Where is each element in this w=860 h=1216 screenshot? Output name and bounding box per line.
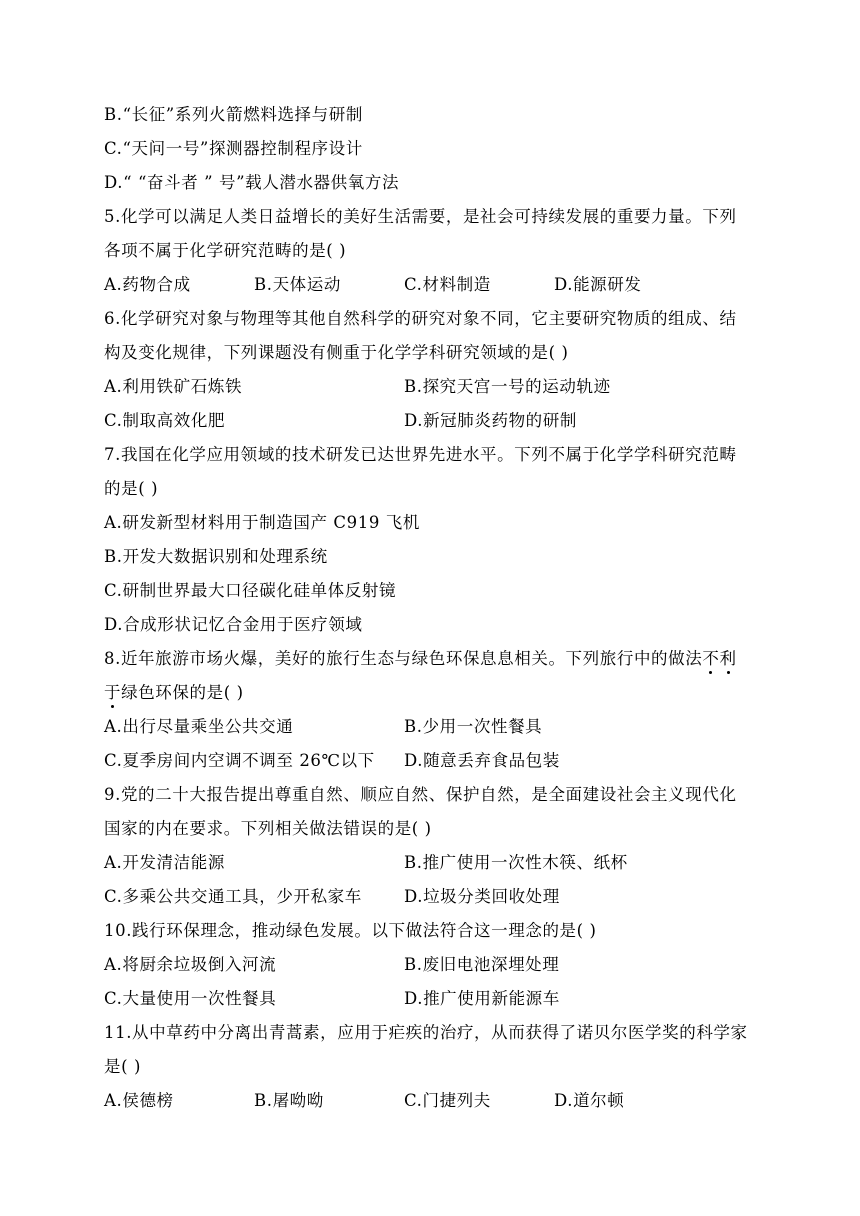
q10-option-b: B.废旧电池深埋处理 [404, 955, 560, 974]
q5-option-d: D.能源研发 [554, 275, 642, 294]
q7-stem-line1: 7.我国在化学应用领域的技术研发已达世界先进水平。下列不属于化学学科研究范畴 [104, 445, 737, 464]
q4-option-d: D.“ “奋斗者 ” 号”载人潜水器供氧方法 [104, 173, 400, 192]
q11-option-b: B.屠呦呦 [254, 1091, 324, 1110]
q9-option-a: A.开发清洁能源 [104, 853, 225, 872]
q10-option-d: D.推广使用新能源车 [404, 989, 560, 1008]
q8-option-d: D.随意丢弃食品包装 [404, 751, 560, 770]
q7-option-d: D.合成形状记忆合金用于医疗领域 [104, 615, 363, 634]
q5-option-a: A.药物合成 [104, 275, 191, 294]
q5-option-b: B.天体运动 [254, 275, 341, 294]
q8-stem-line2 [104, 682, 764, 704]
q4-option-b: B.“长征”系列火箭燃料选择与研制 [104, 105, 363, 124]
q8-stem-text: 8.近年旅游市场火爆，美好的旅行生态与绿色环保息息相关。下列旅行中的做法 [104, 649, 703, 668]
q8-stem-rest: 绿色环保的是( ) [121, 683, 244, 702]
q9-option-d: D.垃圾分类回收处理 [404, 887, 560, 906]
q9-option-b: B.推广使用一次性木筷、纸杯 [404, 853, 628, 872]
q8-option-b: B.少用一次性餐具 [404, 717, 543, 736]
q10-stem-line1: 10.践行环保理念，推动绿色发展。以下做法符合这一理念的是( ) [104, 921, 597, 940]
q11-stem-line2: 是( ) [104, 1057, 142, 1076]
q10-option-a: A.将厨余垃圾倒入河流 [104, 955, 277, 974]
q7-option-a: A.研发新型材料用于制造国产 C919 飞机 [104, 513, 420, 532]
q7-option-b: B.开发大数据识别和处理系统 [104, 547, 328, 566]
q6-stem-line2: 构及变化规律，下列课题没有侧重于化学学科研究领域的是( ) [104, 343, 569, 362]
q5-stem-line1: 5.化学可以满足人类日益增长的美好生活需要，是社会可持续发展的重要力量。下列 [104, 207, 737, 226]
q9-stem-line1: 9.党的二十大报告提出尊重自然、顺应自然、保护自然，是全面建设社会主义现代化 [104, 785, 737, 804]
q7-option-c: C.研制世界最大口径碳化硅单体反射镜 [104, 581, 397, 600]
q9-stem-line2: 国家的内在要求。下列相关做法错误的是( ) [104, 819, 432, 838]
q8-emphasis-char-1: 不 [702, 649, 720, 668]
q4-option-c: C.“天问一号”探测器控制程序设计 [104, 139, 363, 158]
q9-option-c: C.多乘公共交通工具，少开私家车 [104, 887, 362, 906]
q5-stem-line2: 各项不属于化学研究范畴的是( ) [104, 241, 347, 260]
q8-option-a: A.出行尽量乘坐公共交通 [104, 717, 294, 736]
q6-stem-line1: 6.化学研究对象与物理等其他自然科学的研究对象不同，它主要研究物质的组成、结 [104, 309, 737, 328]
q11-option-d: D.道尔顿 [554, 1091, 625, 1110]
q8-option-c: C.夏季房间内空调不调至 26℃以下 [104, 751, 375, 770]
q6-option-b: B.探究天宫一号的运动轨迹 [404, 377, 611, 396]
q6-option-d: D.新冠肺炎药物的研制 [404, 411, 577, 430]
q11-option-c: C.门捷列夫 [404, 1091, 491, 1110]
q11-option-a: A.侯德榜 [104, 1091, 174, 1110]
q8-emphasis-char-2: 利 [719, 649, 737, 668]
q7-stem-line2: 的是( ) [104, 479, 159, 498]
q11-stem-line1: 11.从中草药中分离出青蒿素，应用于疟疾的治疗，从而获得了诺贝尔医学奖的科学家 [104, 1023, 748, 1042]
q8-stem-line1 [104, 648, 764, 670]
q6-option-c: C.制取高效化肥 [104, 411, 226, 430]
q5-option-c: C.材料制造 [404, 275, 491, 294]
q8-emphasis-char-3: 于 [104, 683, 122, 702]
q6-option-a: A.利用铁矿石炼铁 [104, 377, 243, 396]
q10-option-c: C.大量使用一次性餐具 [104, 989, 277, 1008]
